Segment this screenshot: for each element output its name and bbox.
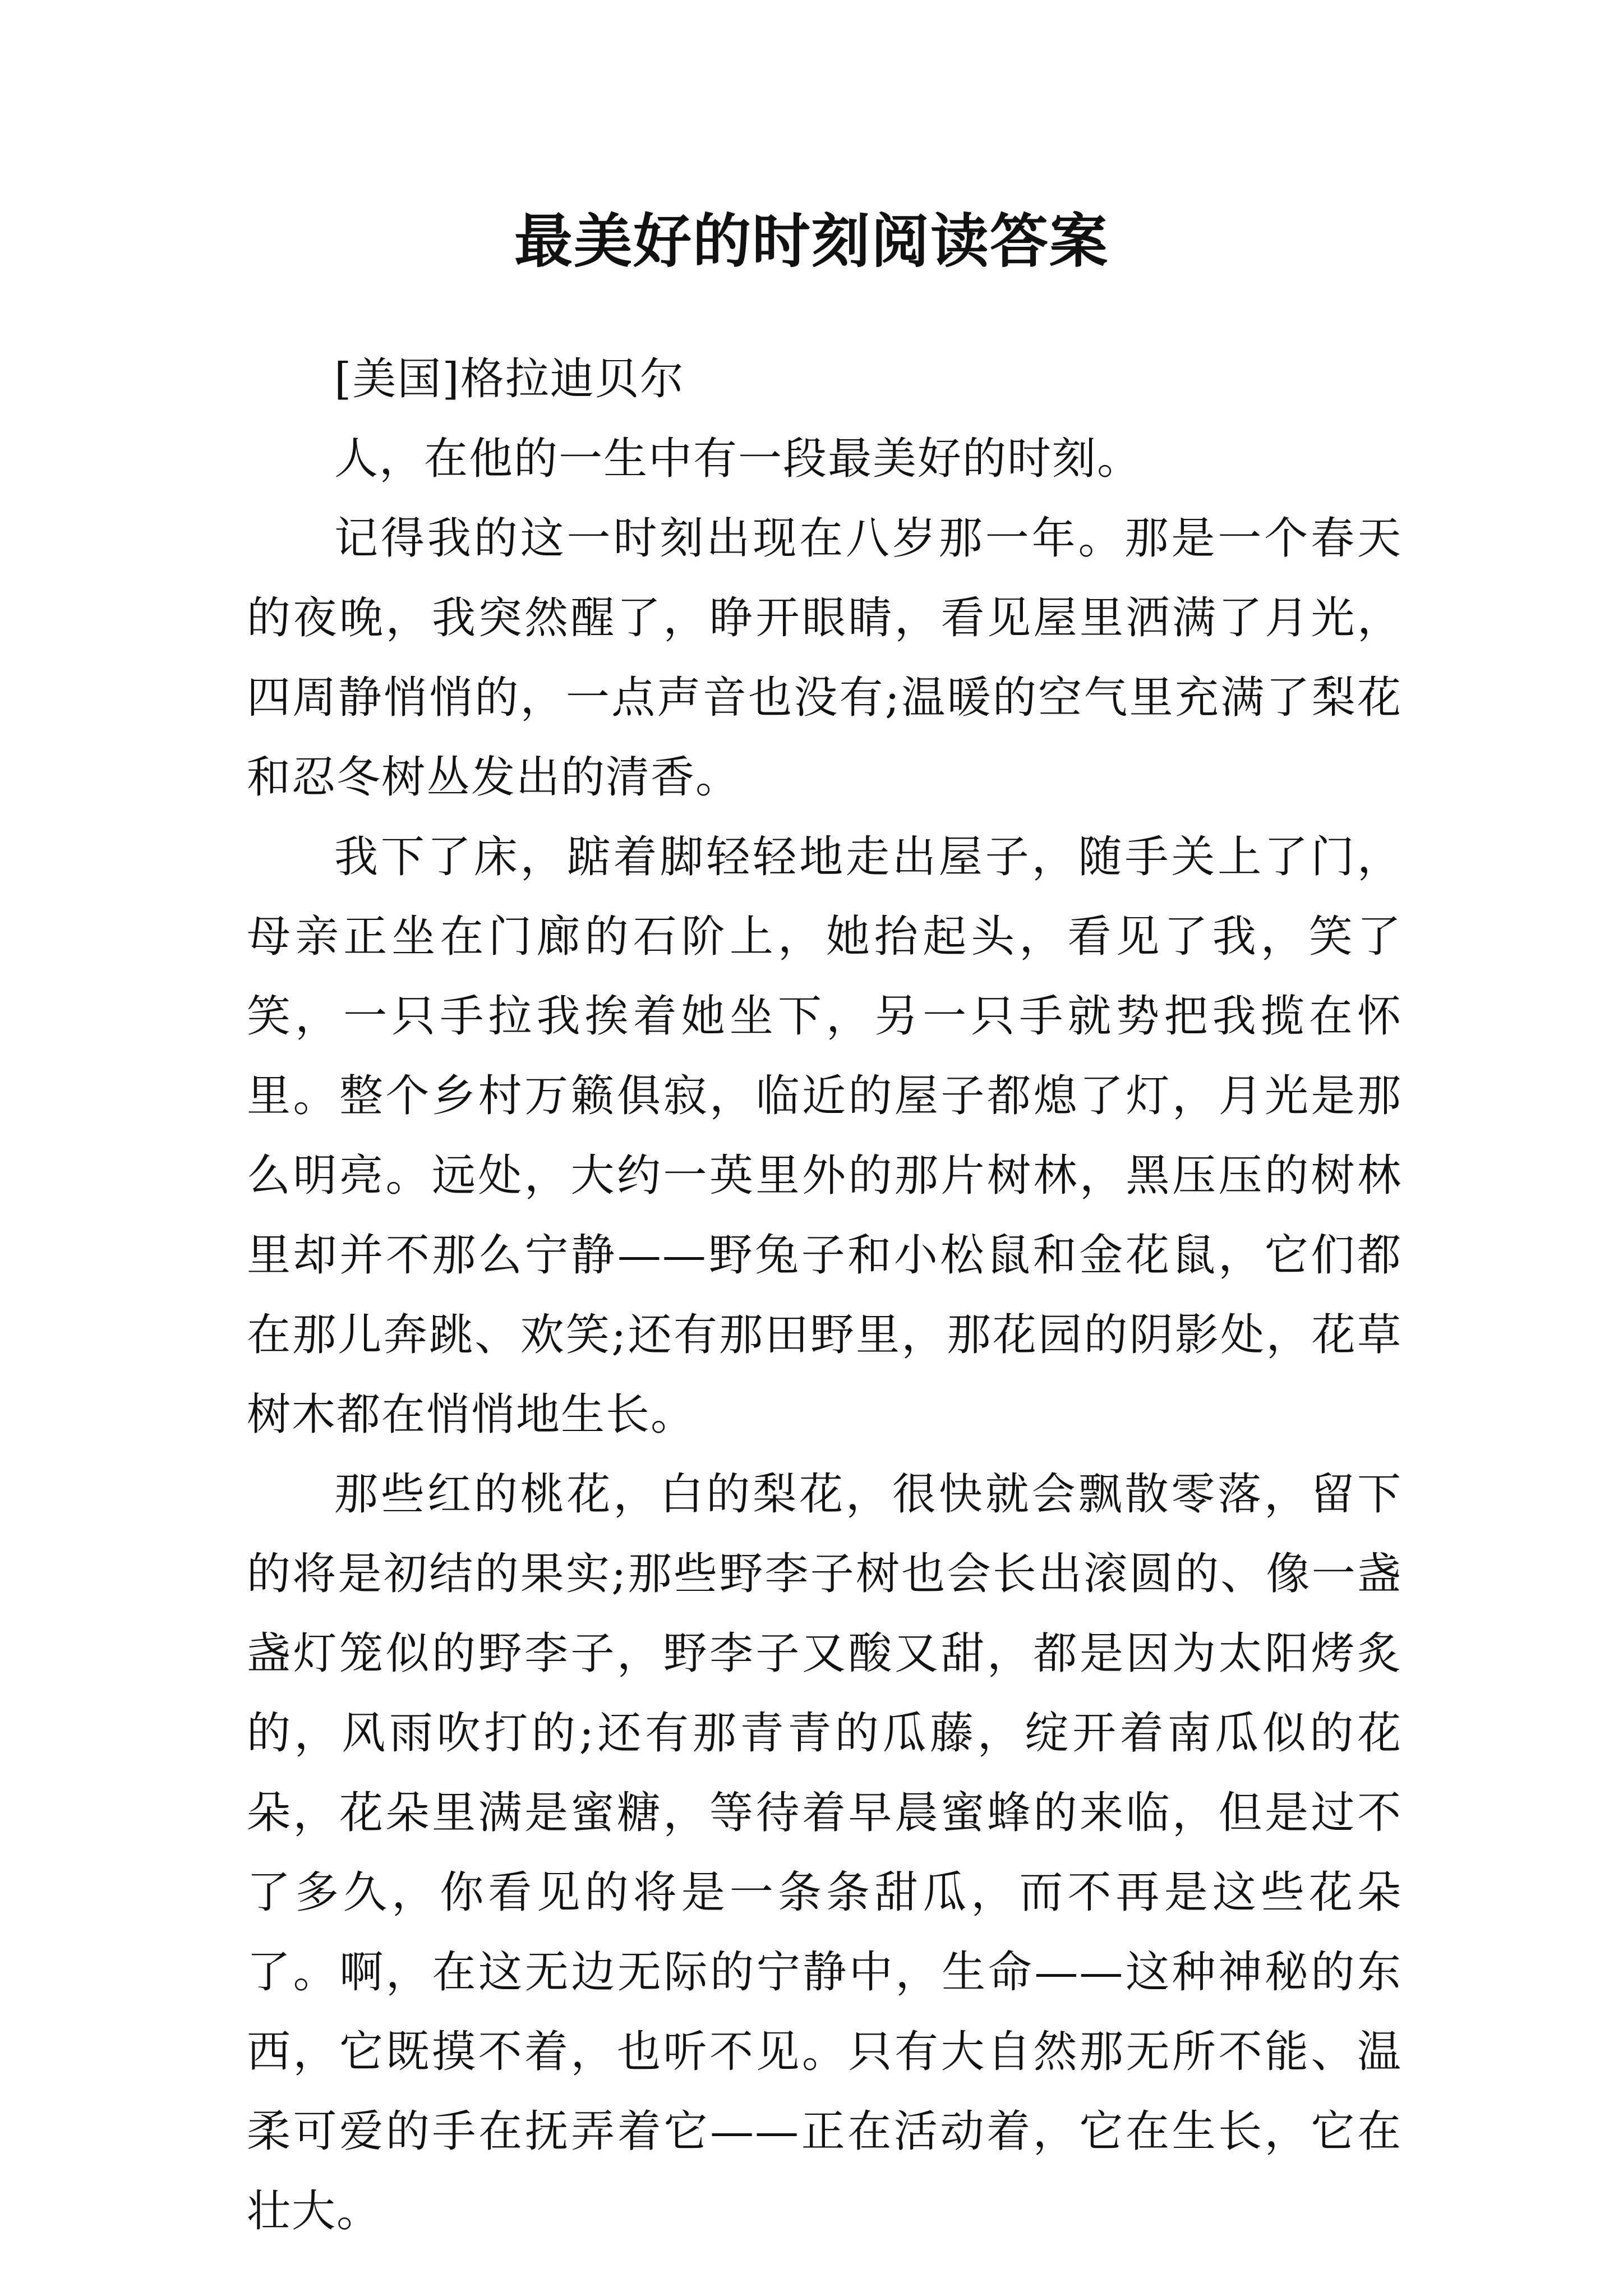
paragraph-2: 记得我的这一时刻出现在八岁那一年。那是一个春天的夜晚，我突然醒了，睁开眼睛，看见屋里洒满了月光，四周静悄悄的，一点声音也没有;温暖的空气里充满了梨花和忍冬树丛发出的清香。 (247, 513, 1402, 803)
document-title: 最美好的时刻阅读答案 (514, 206, 1109, 275)
paragraph-4: 那些红的桃花，白的梨花，很快就会飘散零落，留下的将是初结的果实;那些野李子树也会长出滚圆的、像一盏盏灯笼似的野李子，野李子又酸又甜，都是因为太阳烤炙的，风雨吹打的;还有那青青的瓜藤，绽开着南瓜似的花朵，花朵里满是蜜糖，等待着早晨蜜蜂的来临，但是过不了多久，你看见的将是一条条甜瓜，而不再是这些花朵了。啊，在这无边无际的宁静中，生命——这种神秘的东西，它既摸不着，也听不见。只有大自然那无所不能、温柔可爱的手在抚弄着它——正在活动着，它在生长，它在壮大。 (247, 1469, 1402, 2237)
document-body (247, 339, 1402, 2251)
paragraph-3: 我下了床，踮着脚轻轻地走出屋子，随手关上了门，母亲正坐在门廊的石阶上，她抬起头，看见了我，笑了笑，一只手拉我挨着她坐下，另一只手就势把我揽在怀里。整个乡村万籁俱寂，临近的屋子都熄了灯，月光是那么明亮。远处，大约一英里外的那片树林，黑压压的树林里却并不那么宁静——野兔子和小松鼠和金花鼠，它们都在那儿奔跳、欢笑;还有那田野里，那花园的阴影处，花草树木都在悄悄地生长。 (247, 832, 1402, 1440)
paragraph-1: 人，在他的一生中有一段最美好的时刻。 (334, 434, 1142, 484)
author-byline: [美国]格拉迪贝尔 (334, 354, 685, 404)
